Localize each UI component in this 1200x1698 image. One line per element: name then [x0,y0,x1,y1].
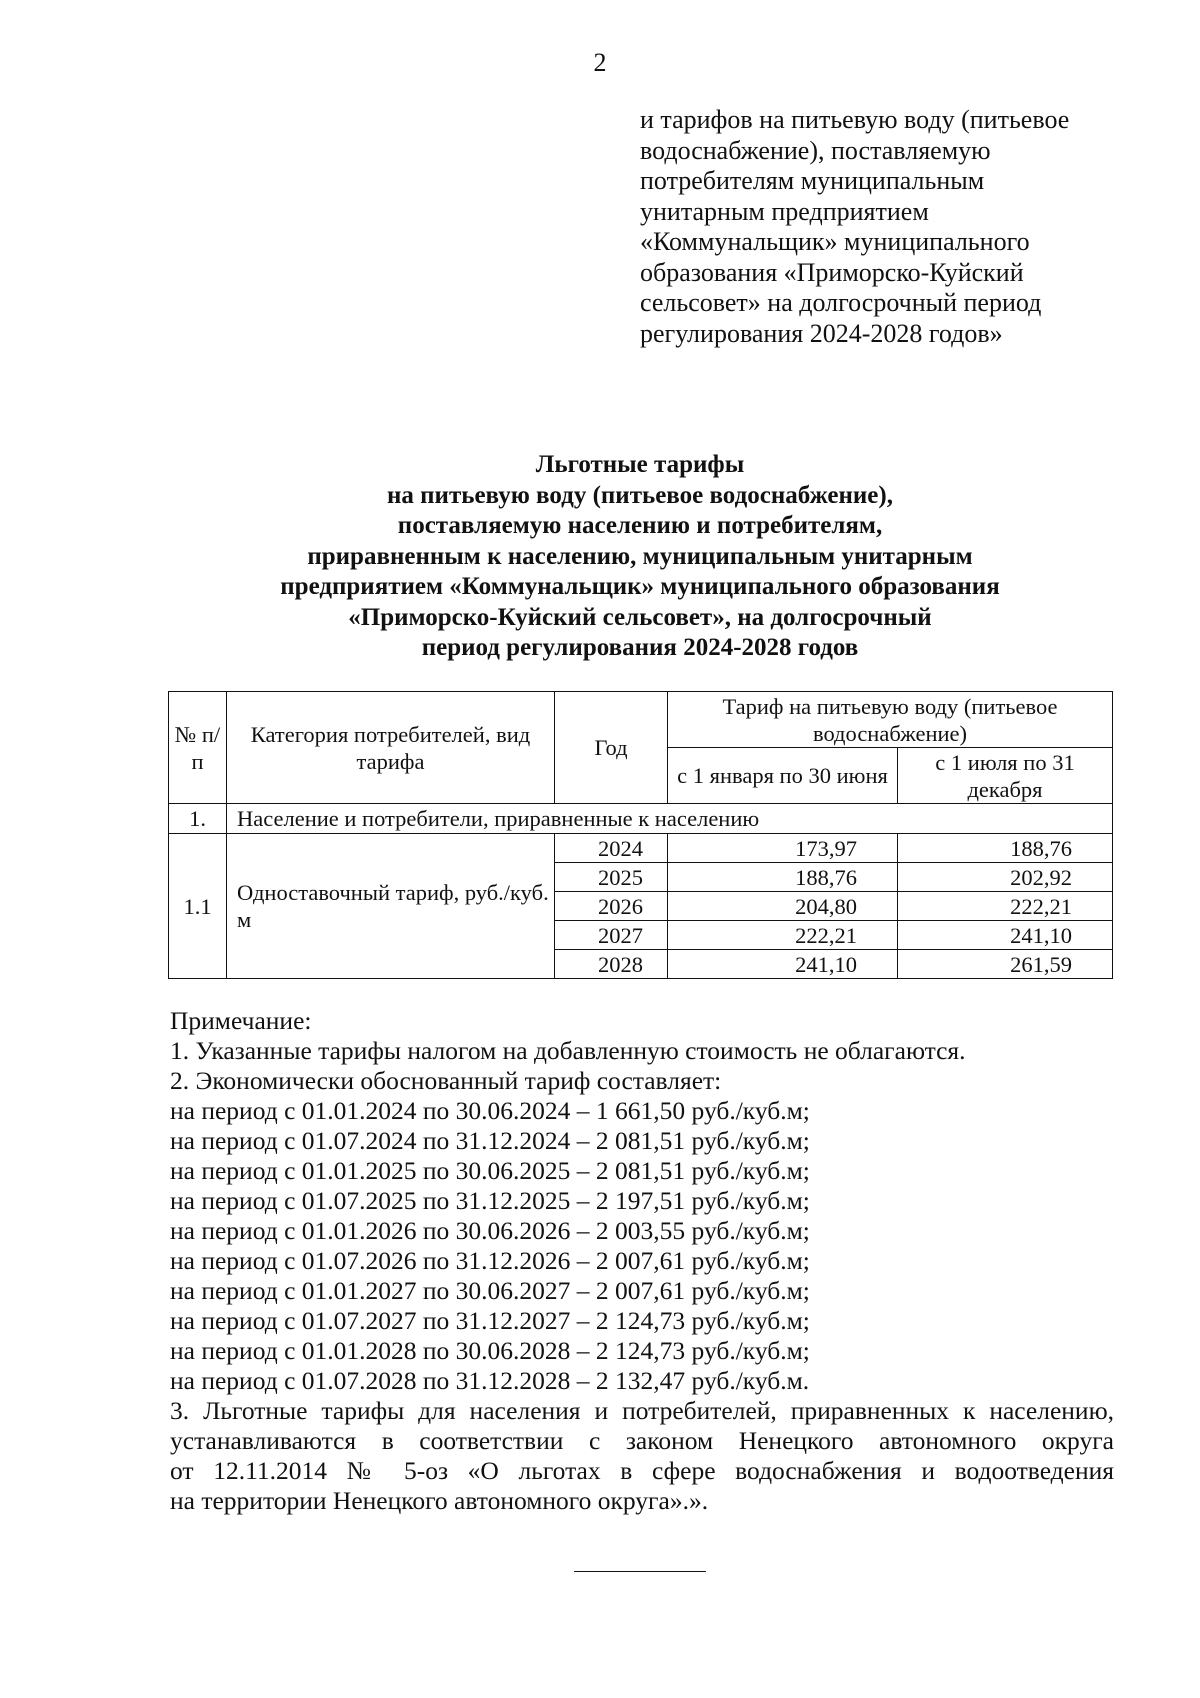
notes-section [170,1006,1114,1516]
title-line: поставляемую населению и потребителям, [397,512,883,539]
year-cell: 2028 [555,950,668,979]
header-year: Год [555,692,668,804]
period-line: на период с 01.07.2027 по 31.12.2027 – 2 124,73 руб./куб.м; [170,1306,810,1335]
period-line: на период с 01.07.2028 по 31.12.2028 – 2 132,47 руб./куб.м. [170,1366,810,1395]
header-period-1: с 1 января по 30 июня [668,748,898,804]
page-number: 2 [593,48,607,77]
title-line: приравненным к населению, муниципальным унитарным [307,542,973,570]
tariff-cell-h1: 204,80 [668,892,898,921]
tariff-cell-h2: 261,59 [898,950,1113,979]
note-1: 1. Указанные тарифы налогом на добавленную стоимость не облагаются. [170,1036,966,1065]
year-cell: 2024 [555,834,668,863]
title-line: Льготные тарифы [535,451,745,478]
header-line: образования «Приморско-Куйский [640,257,1024,287]
note-3-line: устанавливаются в соответствии с законом Ненецкого автономного округа [170,1426,1114,1455]
header-line: регулирования 2024-2028 годов» [640,318,1003,348]
header-line: потребителям муниципальным [640,166,985,195]
title-line: предприятием «Коммунальщик» муниципального образования [280,573,1000,600]
tariff-cell-h1: 222,21 [668,921,898,950]
period-line: на период с 01.07.2026 по 31.12.2026 – 2 007,61 руб./куб.м; [170,1246,810,1275]
tariff-cell-h2: 188,76 [898,834,1113,863]
section-num: 1. [169,804,227,834]
note-2-intro: 2. Экономически обоснованный тариф составляет: [170,1066,722,1095]
tariff-cell-h1: 173,97 [668,834,898,863]
period-line: на период с 01.01.2024 по 30.06.2024 – 1 661,50 руб./куб.м; [170,1096,810,1125]
title-line: период регулирования 2024-2028 годов [421,634,859,661]
tariff-cell-h1: 188,76 [668,863,898,892]
header-line: водоснабжение), поставляемую [640,135,991,165]
period-line: на период с 01.01.2028 по 30.06.2028 – 2 124,73 руб./куб.м; [170,1336,810,1365]
title-line: «Приморско-Куйский сельсовет», на долгосрочный [348,603,932,631]
table-row [169,834,1113,863]
note-3-line: на территории Ненецкого автономного округа».». [170,1486,709,1515]
tariff-cell-h2: 222,21 [898,892,1113,921]
note-3-line: 3. Льготные тарифы для населения и потребителей, приравненных к населению, [170,1396,1114,1425]
notes-heading: Примечание: [170,1006,312,1035]
year-cell: 2025 [555,863,668,892]
tariff-table [168,691,1113,979]
tariff-cell-h2: 241,10 [898,921,1113,950]
tariff-cell-h2: 202,92 [898,863,1113,892]
row-num: 1.1 [169,834,227,979]
note-3-line: от 12.11.2014 № 5-оз «О льготах в сфере водоснабжения и водоотведения [170,1456,1114,1485]
header-line: и тарифов на питьевую воду (питьевое [640,105,1070,134]
year-cell: 2027 [555,921,668,950]
table-header-row [169,692,1113,748]
header-period-2: с 1 июля по 31 декабря [898,748,1113,804]
header-category: Категория потребителей, вид тарифа [227,692,555,804]
header-line: «Коммунальщик» муниципального [640,227,1030,256]
year-cell: 2026 [555,892,668,921]
resolution-reference [640,105,1100,349]
tariff-cell-h1: 241,10 [668,950,898,979]
document-title [150,450,1130,664]
title-line: на питьевую воду (питьевое водоснабжение), [387,481,893,509]
header-num: № п/п [169,692,227,804]
note-3 [170,1396,1114,1516]
section-label: Население и потребители, приравненные к населению [227,804,1113,834]
period-line: на период с 01.07.2025 по 31.12.2025 – 2 197,51 руб./куб.м; [170,1186,810,1215]
end-divider [574,1571,706,1572]
header-line: сельсовет» на долгосрочный период [640,288,1042,317]
header-tariff-group: Тариф на питьевую воду (питьевое водоснабжение) [668,692,1113,748]
row-label: Одноставочный тариф, руб./куб. м [227,834,555,979]
period-line: на период с 01.01.2026 по 30.06.2026 – 2 003,55 руб./куб.м; [170,1216,810,1245]
table-section-row [169,804,1113,834]
header-line: унитарным предприятием [640,196,929,226]
period-line: на период с 01.01.2025 по 30.06.2025 – 2 081,51 руб./куб.м; [170,1156,810,1185]
period-line: на период с 01.01.2027 по 30.06.2027 – 2 007,61 руб./куб.м; [170,1276,810,1305]
period-line: на период с 01.07.2024 по 31.12.2024 – 2 081,51 руб./куб.м; [170,1126,810,1155]
